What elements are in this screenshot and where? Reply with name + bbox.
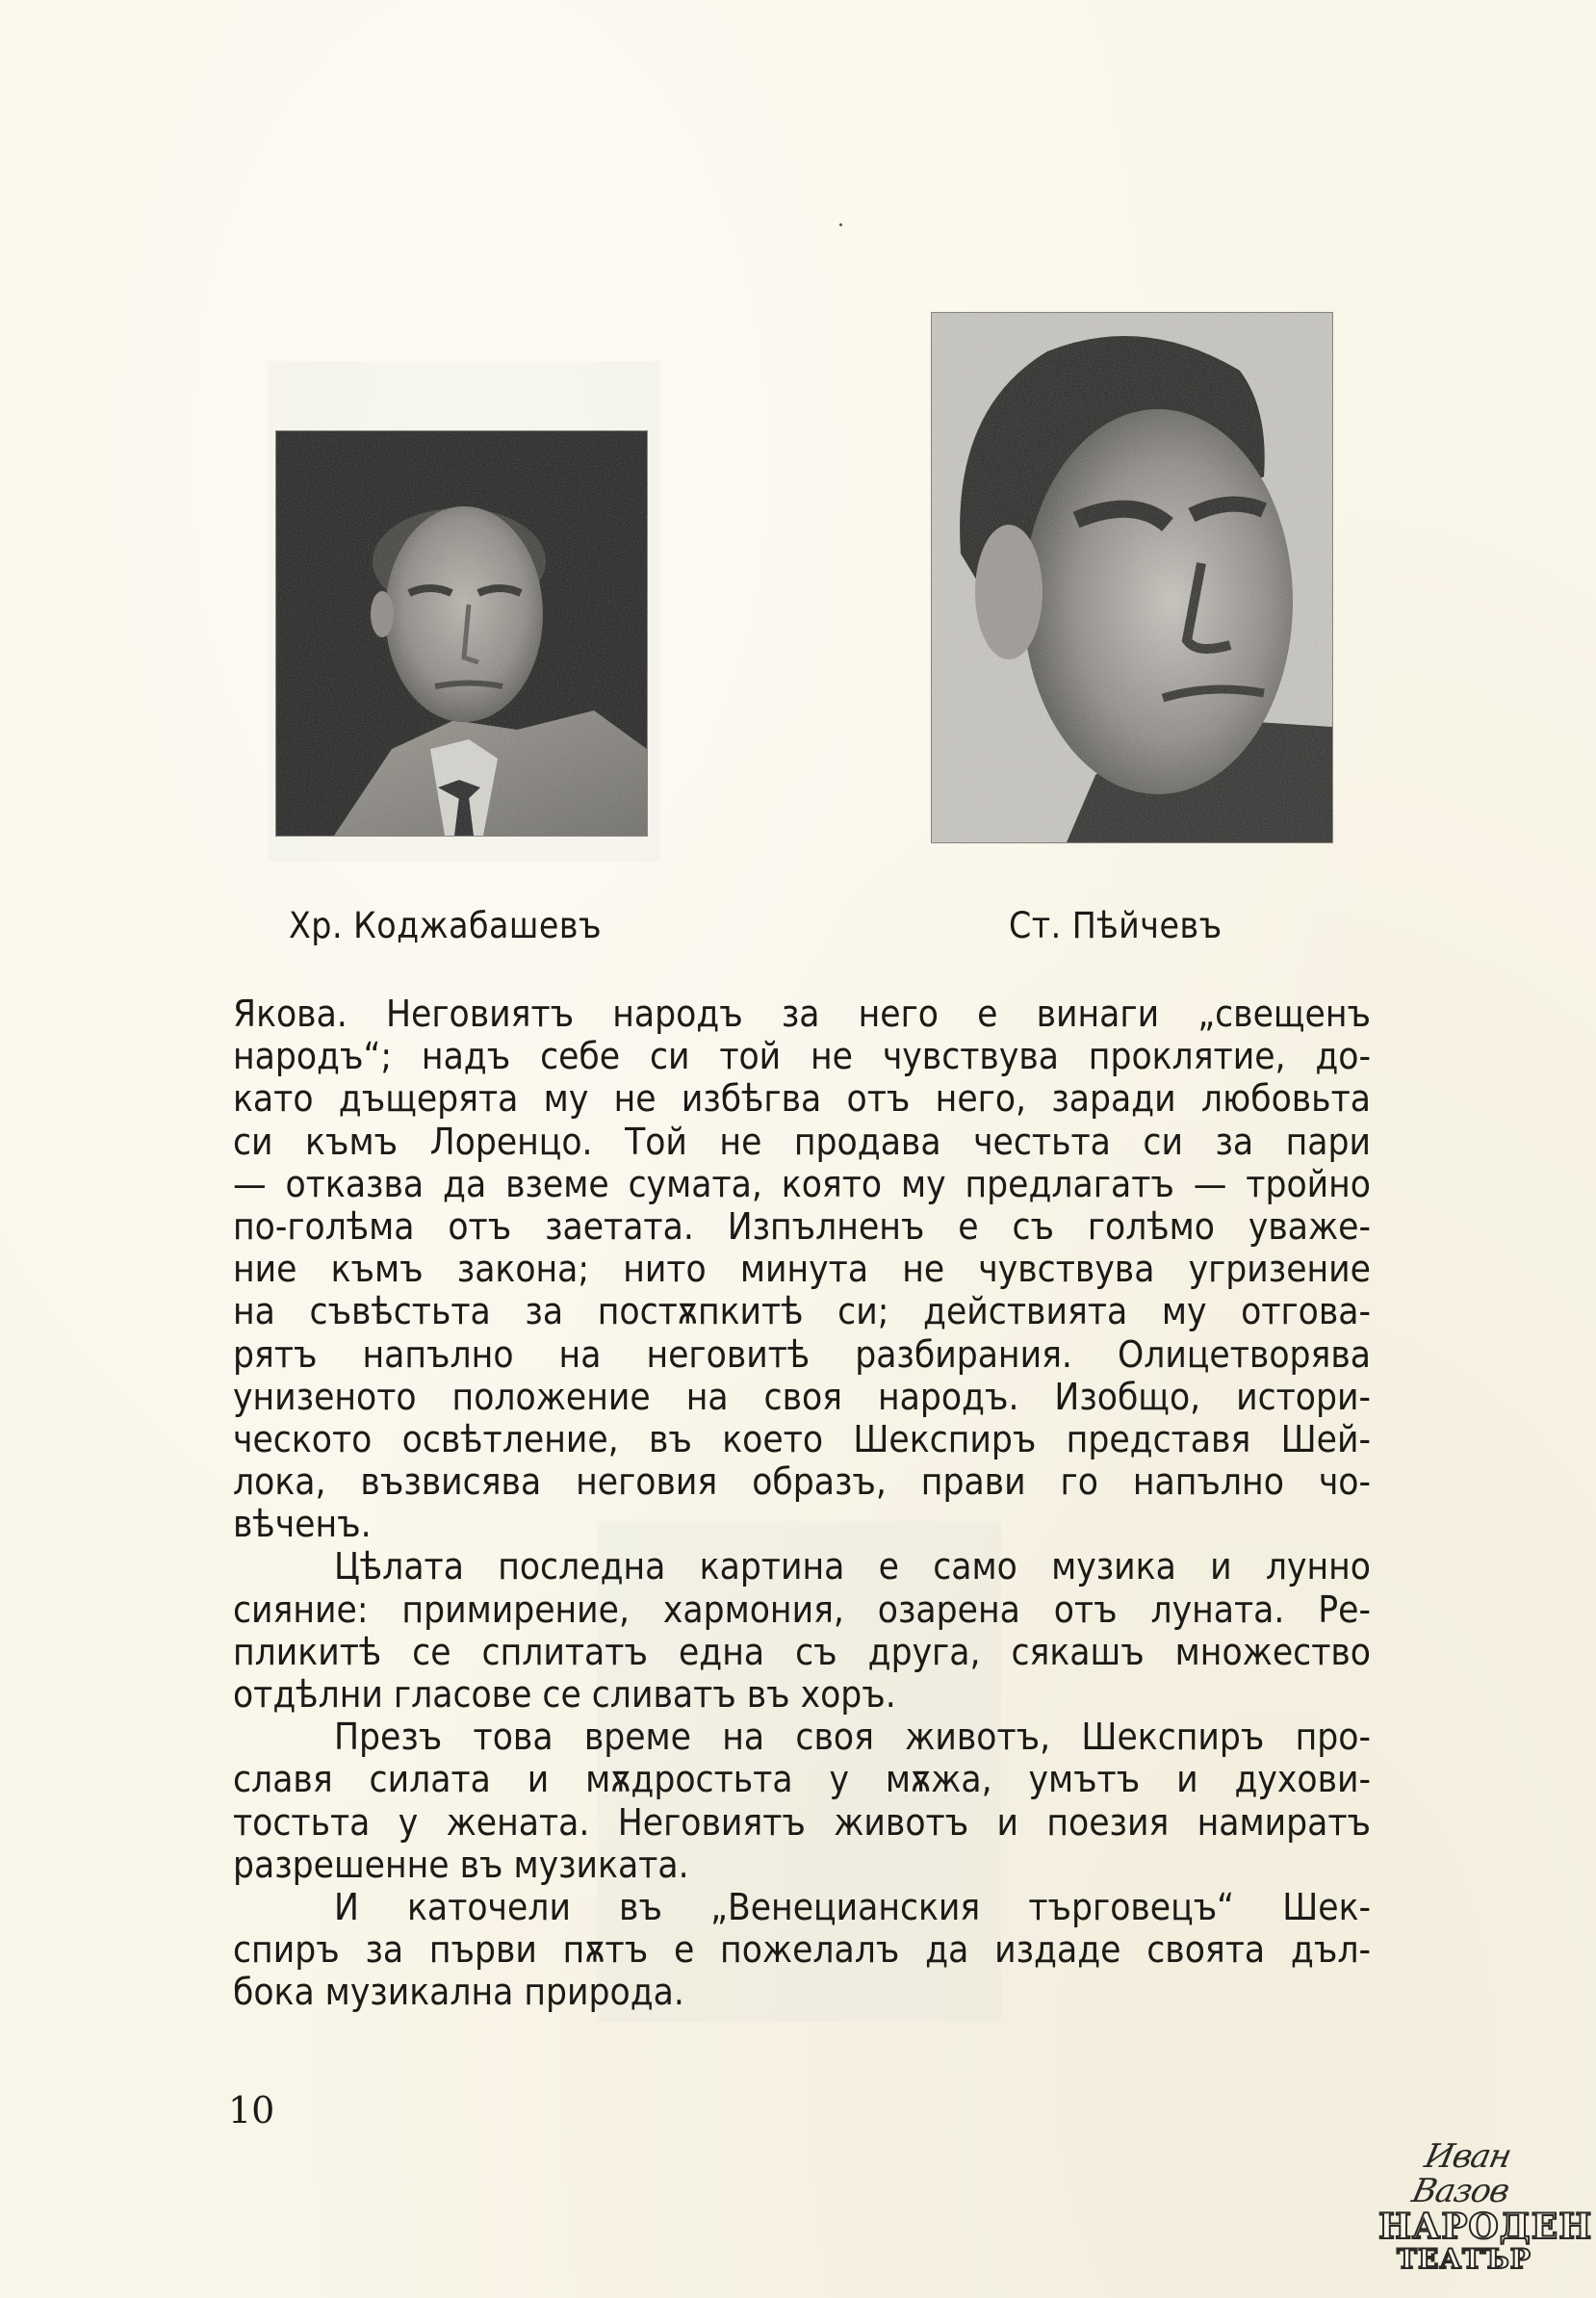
portrait-photo-kodzhabashev bbox=[276, 431, 647, 836]
text-line: рятъ напълно на неговитѣ разбирания. Олицетворява bbox=[233, 1332, 1371, 1377]
text-line: народъ“; надъ себе си той не чувствува проклятие, до- bbox=[233, 1035, 1371, 1079]
text-line: вѣченъ. bbox=[233, 1503, 372, 1547]
text-line: сияние: примирение, хармония, озарена отъ луната. Ре- bbox=[233, 1588, 1371, 1632]
portrait-photo-peychev bbox=[932, 313, 1332, 842]
body-text bbox=[233, 994, 1371, 2015]
text-line: по-голѣма отъ заетата. Изпълненъ е съ голѣмо уваже- bbox=[233, 1204, 1371, 1249]
paragraph-start-line: Цѣлата последна картина е само музика и лунно bbox=[334, 1545, 1371, 1589]
page-number: 10 bbox=[228, 2089, 275, 2131]
text-line: ческото освѣтление, въ което Шекспиръ представя Шей- bbox=[233, 1417, 1371, 1461]
text-line: спиръ за първи пѫтъ е пожелалъ да издаде своята дъл- bbox=[233, 1928, 1371, 1973]
text-line: тостьта у жената. Неговиятъ животъ и поезия намиратъ bbox=[233, 1800, 1371, 1845]
paper-speck bbox=[839, 223, 842, 226]
logo-signature: Иван Вазов bbox=[1408, 2137, 1515, 2210]
logo-line-1: НАРОДЕН bbox=[1378, 2207, 1593, 2247]
portrait-image bbox=[276, 431, 647, 836]
text-line: лока, възвисява неговия образъ, прави го напълно чо- bbox=[233, 1460, 1371, 1505]
text-line: като дъщерята му не избѣгва отъ него, заради любовьта bbox=[233, 1077, 1371, 1122]
national-theatre-logo bbox=[1378, 2137, 1593, 2275]
paragraph-start-line: Презъ това време на своя животъ, Шекспиръ про- bbox=[334, 1716, 1371, 1760]
portrait-image bbox=[932, 313, 1332, 842]
text-line: славя силата и мѫдростьта у мѫжа, умътъ и духови- bbox=[233, 1758, 1371, 1802]
logo-line-2: ТЕАТЪР bbox=[1397, 2243, 1532, 2275]
text-line: ние къмъ закона; нито минута не чувствува угризение bbox=[233, 1248, 1371, 1292]
text-line: пликитѣ се сплитатъ една съ друга, сякашъ множество bbox=[233, 1630, 1371, 1674]
photo-caption-peychev: Ст. Пѣйчевъ bbox=[1009, 905, 1223, 946]
text-line: бока музикална природа. bbox=[233, 1971, 684, 2015]
text-line: си къмъ Лоренцо. Той не продава честьта си за пари bbox=[233, 1120, 1371, 1164]
photo-caption-kodzhabashev: Хр. Коджабашевъ bbox=[289, 905, 602, 946]
text-line: на съвѣстьта за постѫпкитѣ си; действията му отгова- bbox=[233, 1290, 1371, 1334]
paragraph-start-line: И каточели въ „Венецианския търговецъ“ Шек- bbox=[334, 1885, 1371, 1929]
text-line: — отказва да вземе сумата, която му предлагатъ — тройно bbox=[233, 1162, 1371, 1206]
text-line: Якова. Неговиятъ народъ за него е винаги „свещенъ bbox=[233, 993, 1371, 1036]
text-line: унизеното положение на своя народъ. Изобщо, истори- bbox=[233, 1375, 1371, 1419]
text-line: отдѣлни гласове се сливатъ въ хоръ. bbox=[233, 1673, 896, 1717]
text-line: разрешенне въ музиката. bbox=[233, 1843, 689, 1887]
